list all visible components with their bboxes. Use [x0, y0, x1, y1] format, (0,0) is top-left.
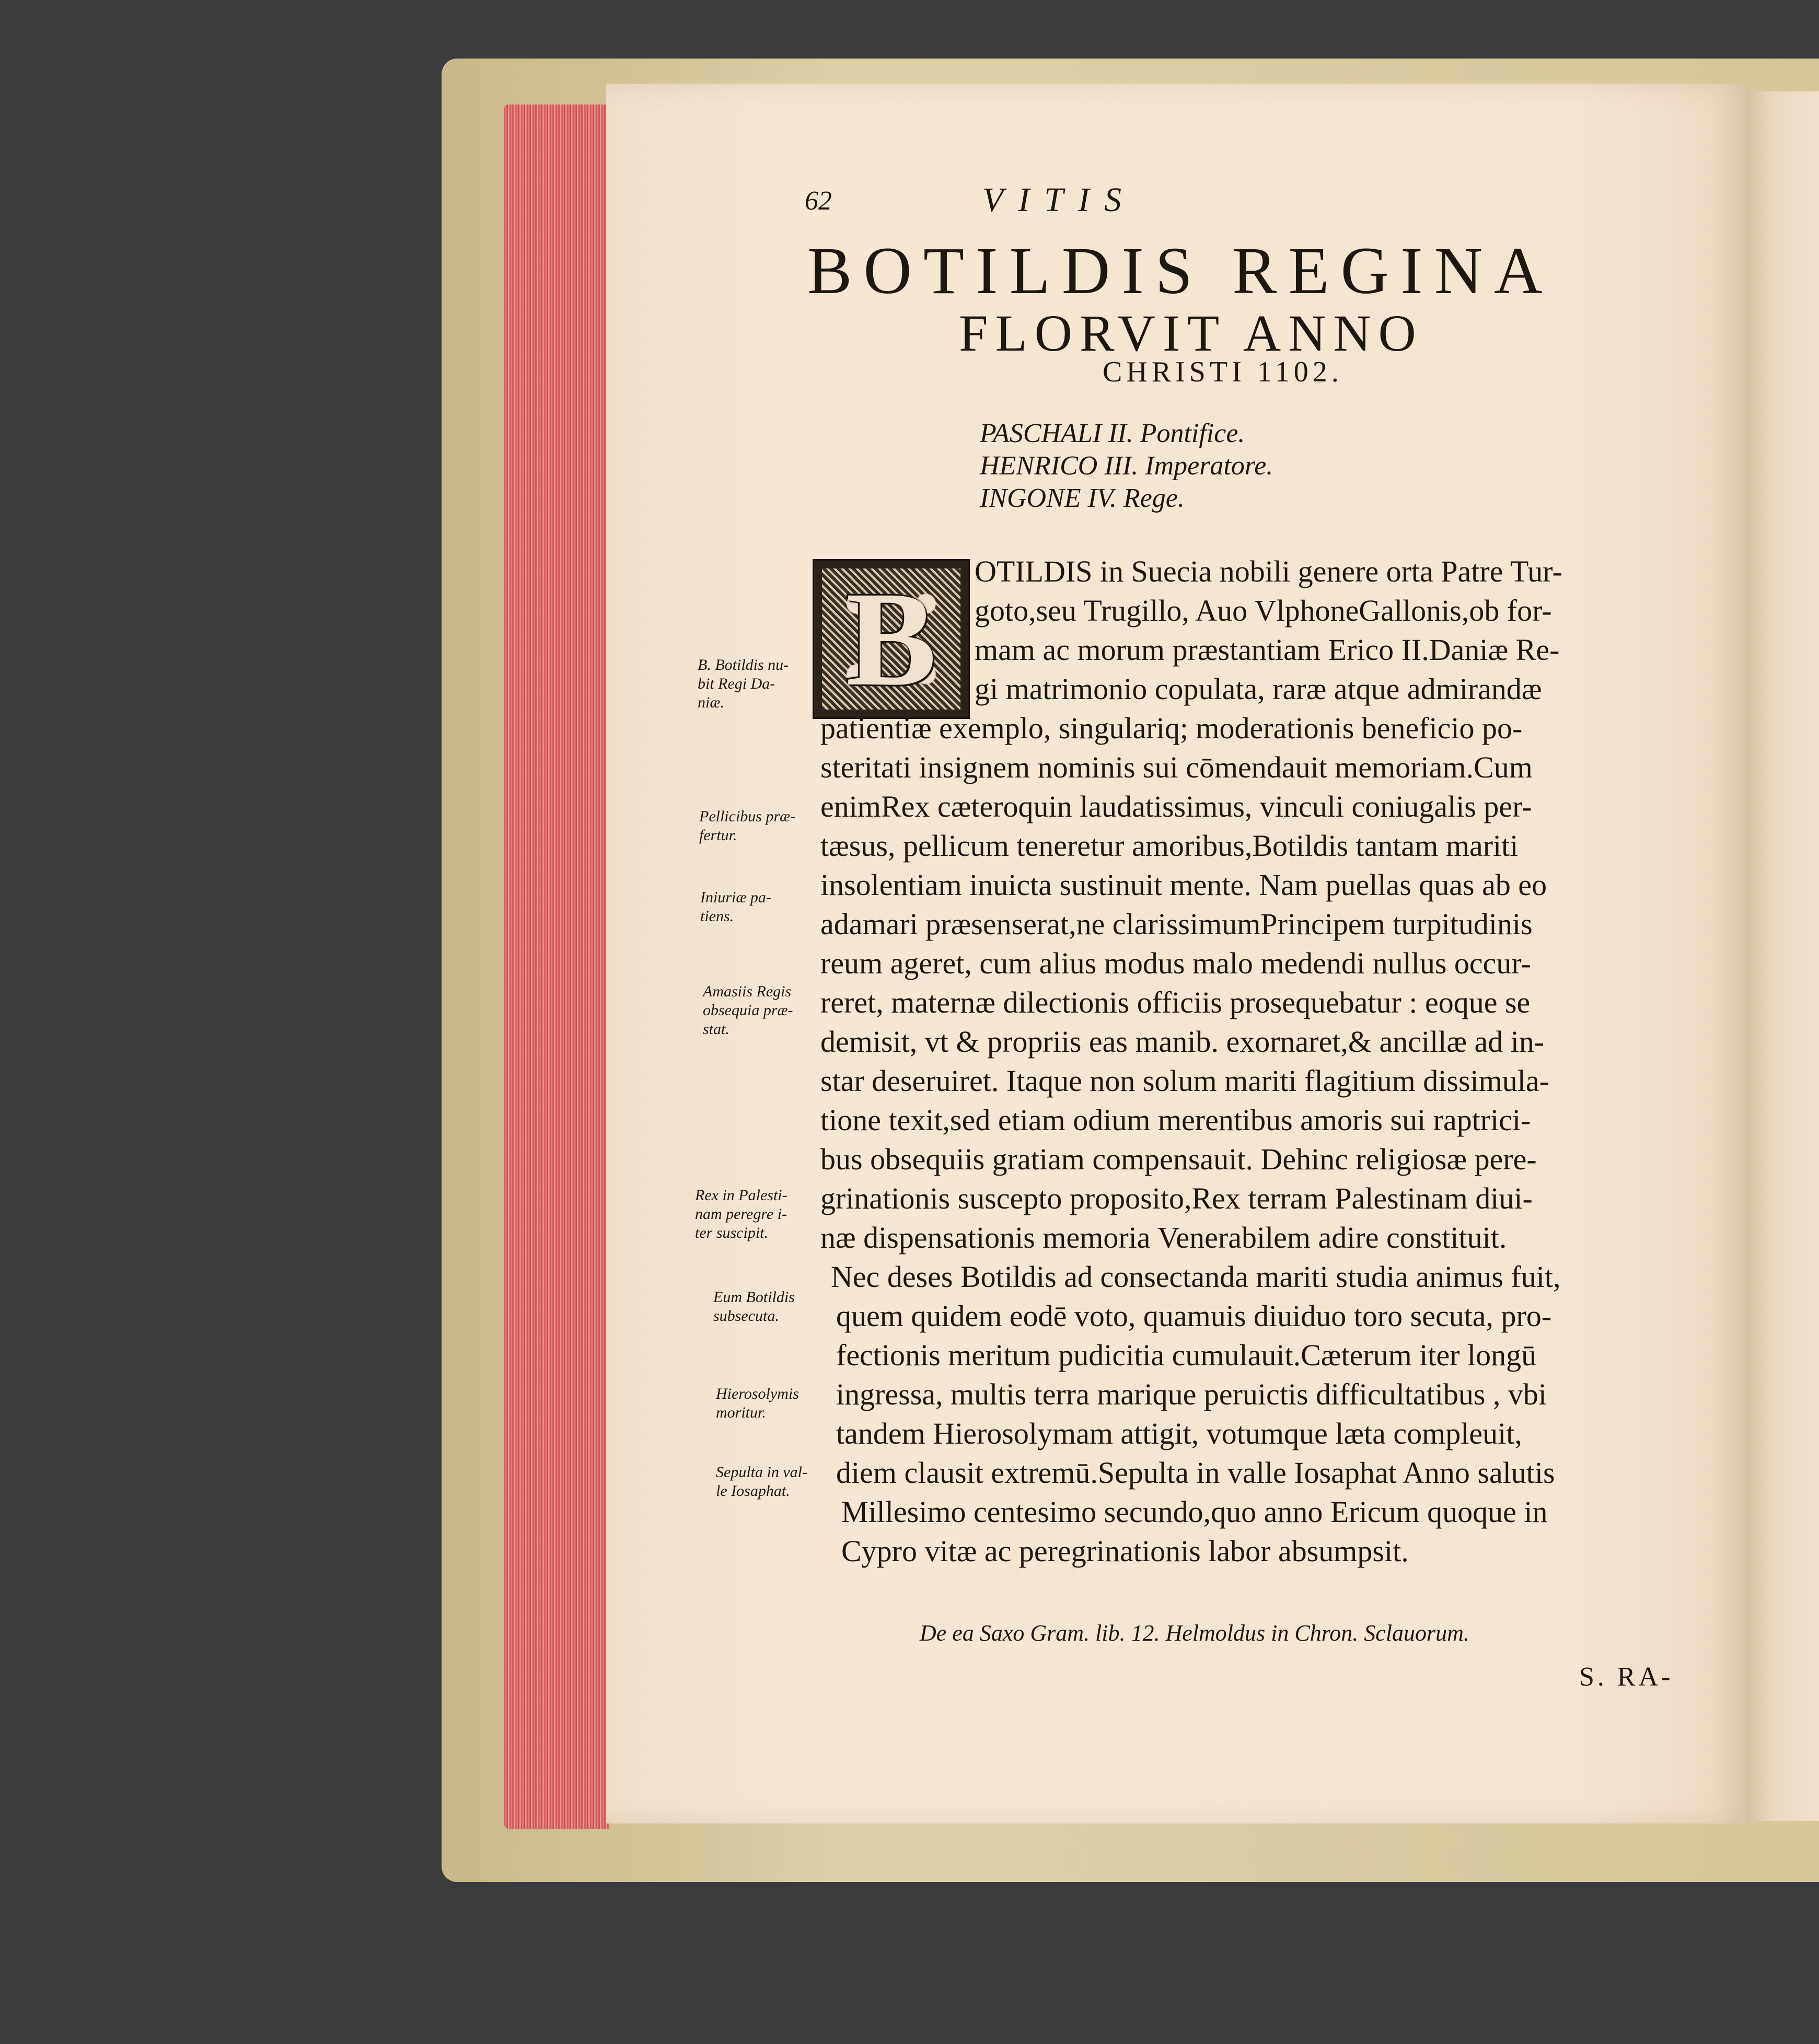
body-line: gi matrimonio copulata, raræ atque admirandæ: [975, 672, 1542, 706]
body-line: reret, maternæ dilectionis officiis prosequebatur : eoque se: [820, 985, 1531, 1019]
body-line: Nec deses Botildis ad consectanda mariti studia animus fuit,: [831, 1260, 1561, 1294]
title-line-1: BOTILDIS REGINA: [807, 234, 1554, 308]
body-line: næ dispensationis memoria Venerabilem adire constituit.: [820, 1221, 1507, 1255]
body-line: reum ageret, cum alius modus malo medendi nullus occur-: [820, 946, 1531, 980]
body-line: Cypro vitæ ac peregrinationis labor absumpsit.: [841, 1534, 1409, 1568]
body-line: grinationis suscepto proposito,Rex terram Palestinam diui-: [820, 1181, 1533, 1215]
body-line: goto,seu Trugillo, Auo VlphoneGallonis,ob for-: [975, 594, 1552, 628]
margin-note: B. Botildis nu- bit Regi Da- niæ.: [698, 656, 789, 711]
body-line: diem clausit extremū.Sepulta in valle Iosaphat Anno salutis: [836, 1456, 1555, 1490]
body-line: fectionis meritum pudicitia cumulauit.Cæterum iter longū: [836, 1338, 1537, 1372]
body-line: steritati insignem nominis sui cōmendauit memoriam.Cum: [820, 750, 1533, 784]
margin-note: Rex in Palesti- nam peregre i- ter suscipit.: [695, 1187, 787, 1241]
margin-note: Eum Botildis subsecuta.: [713, 1288, 795, 1325]
margin-note: Iniuriæ pa- tiens.: [700, 889, 771, 925]
body-line: tione texit,sed etiam odium merentibus amoris sui raptrici-: [820, 1103, 1531, 1137]
title-line-2: FLORVIT ANNO: [959, 304, 1423, 362]
body-line: Millesimo centesimo secundo,quo anno Ericum quoque in: [841, 1495, 1548, 1529]
page-number: 62: [805, 186, 832, 216]
margin-note: Sepulta in val- le Iosaphat.: [716, 1464, 807, 1500]
source-citation: De ea Saxo Gram. lib. 12. Helmoldus in Chron. Sclauorum.: [920, 1620, 1469, 1646]
title-line-3: CHRISTI 1102.: [1103, 356, 1343, 388]
body-line: quem quidem eodē voto, quamuis diuiduo toro secuta, pro-: [836, 1299, 1552, 1333]
decorated-initial-letter: B: [845, 564, 937, 714]
decorated-initial: [813, 559, 970, 719]
body-line: adamari præsenserat,ne clarissimumPrincipem turpitudinis: [820, 907, 1533, 941]
margin-note: Amasiis Regis obsequia præ- stat.: [703, 983, 793, 1038]
margin-note: Hierosolymis moritur.: [716, 1385, 799, 1421]
body-line: insolentiam inuicta sustinuit mente. Nam puellas quas ab eo: [820, 868, 1547, 902]
body-line: ingressa, multis terra marique peruictis difficultatibus , vbi: [836, 1377, 1547, 1411]
body-line: demisit, vt & propriis eas manib. exornaret,& ancillæ ad in-: [820, 1025, 1545, 1059]
body-line: mam ac morum præstantiam Erico II.Daniæ Re-: [975, 633, 1560, 667]
body-line: enimRex cæteroquin laudatissimus, vinculi coniugalis per-: [820, 789, 1532, 823]
body-line: patientiæ exemplo, singulariq; moderationis beneficio po-: [820, 711, 1523, 745]
body-line: tandem Hierosolymam attigit, votumque læta compleuit,: [836, 1416, 1522, 1450]
body-line: tæsus, pellicum teneretur amoribus,Botildis tantam mariti: [820, 829, 1519, 863]
catchword: S. RA-: [1579, 1662, 1674, 1692]
ruler-line-king: INGONE IV. Rege.: [980, 483, 1185, 513]
body-line: OTILDIS in Suecia nobili genere orta Patre Tur-: [975, 554, 1562, 588]
body-line: bus obsequiis gratiam compensauit. Dehinc religiosæ pere-: [820, 1142, 1537, 1176]
ruler-line-emperor: HENRICO III. Imperatore.: [980, 451, 1273, 481]
body-line: star deseruiret. Itaque non solum mariti flagitium dissimula-: [820, 1064, 1549, 1098]
facing-page-edge: [1745, 91, 1819, 1821]
running-title: VITIS: [982, 181, 1136, 219]
margin-note: Pellicibus præ- fertur.: [699, 808, 796, 844]
ruler-line-pope: PASCHALI II. Pontifice.: [980, 419, 1245, 448]
page-edges: [504, 104, 609, 1829]
